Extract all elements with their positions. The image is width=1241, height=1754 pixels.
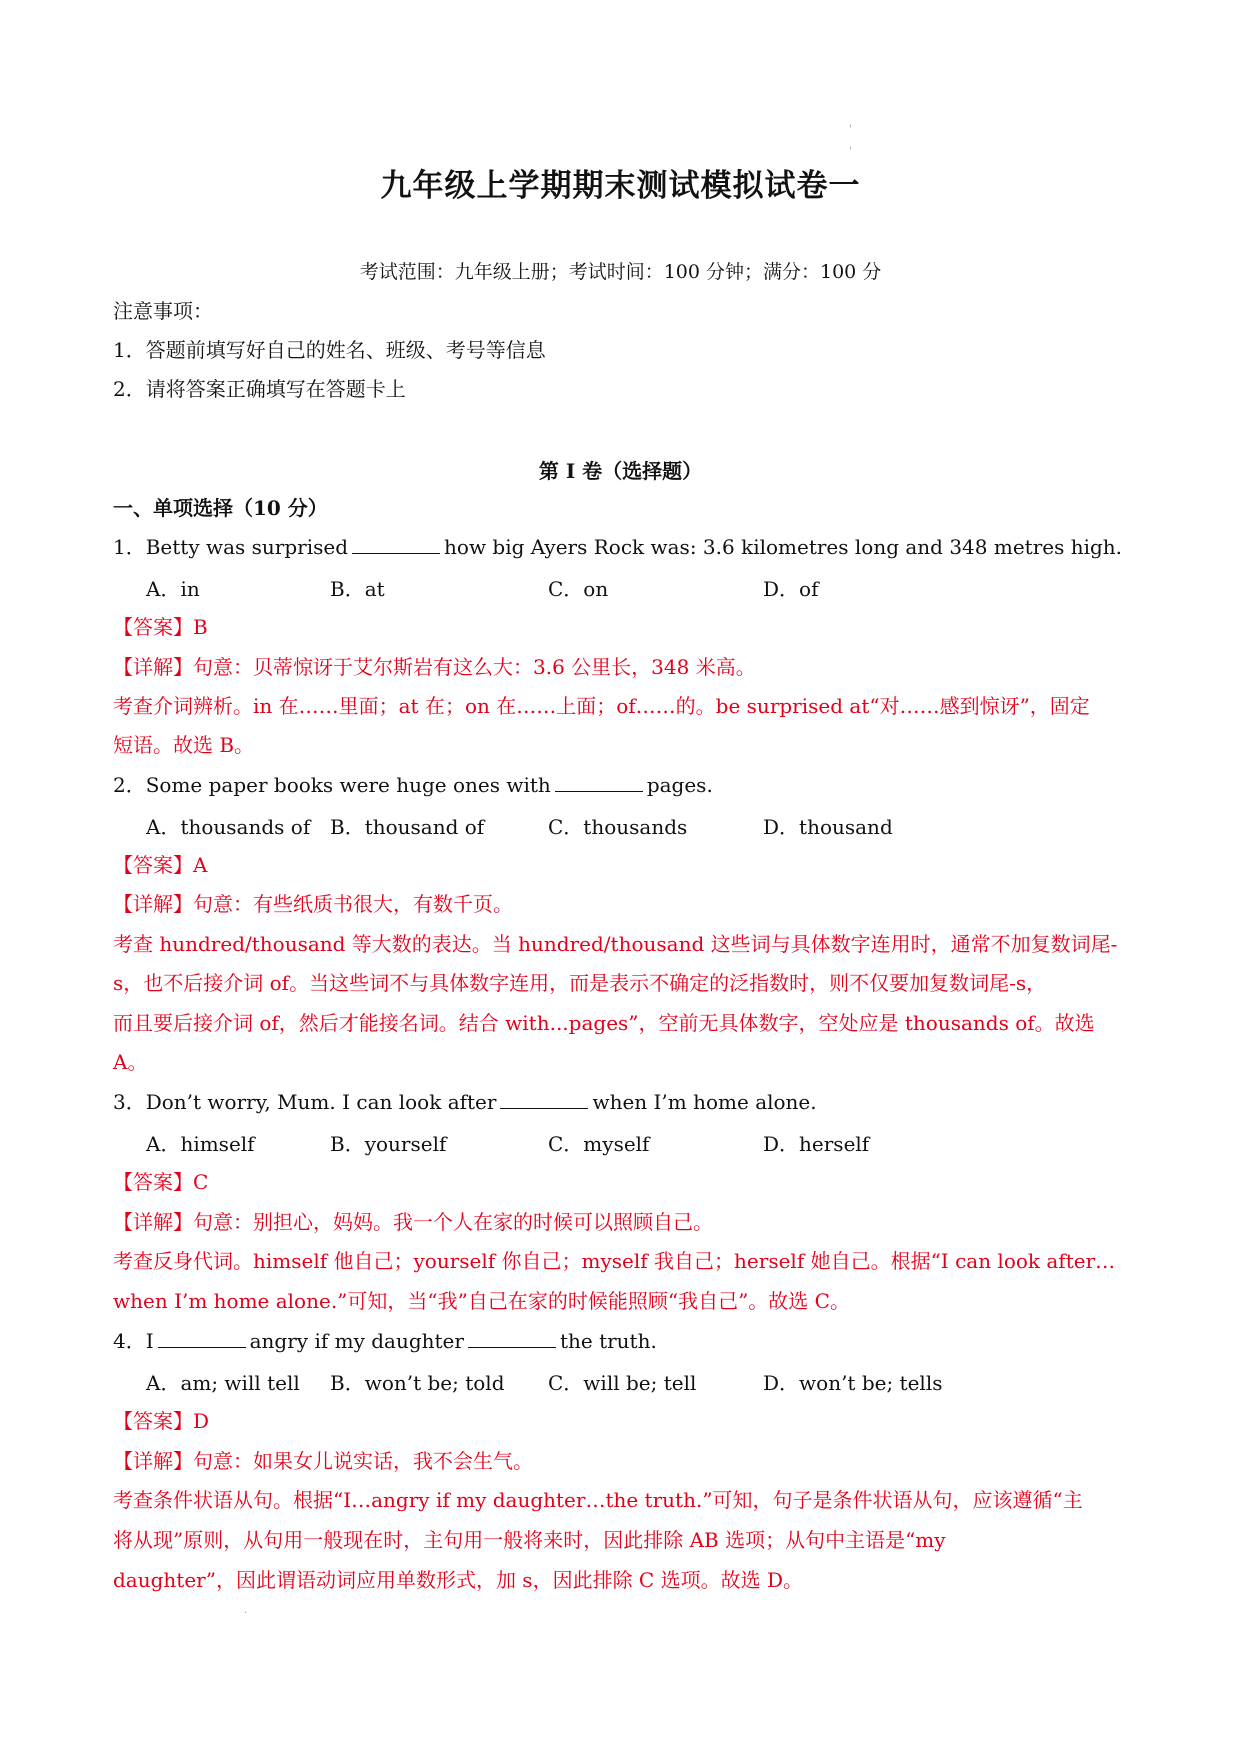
explain-line: A。 bbox=[113, 1050, 148, 1074]
option-a: A．himself bbox=[146, 1132, 255, 1156]
explain-line: 考查介词辨析。in 在……里面；at 在；on 在……上面；of……的。be surprised at“对……感到惊讶”，固定 bbox=[113, 694, 1090, 718]
question-stem bbox=[113, 1088, 817, 1116]
part-heading: 一、单项选择（10 分） bbox=[113, 496, 328, 520]
option-a: A．thousands of bbox=[146, 815, 311, 839]
answer-blank bbox=[555, 773, 643, 792]
answer-line: 【答案】B bbox=[113, 615, 208, 639]
question-stem bbox=[113, 771, 713, 799]
explain-line: s，也不后接介词 of。当这些词不与具体数字连用，而是表示不确定的泛指数时，则不仅要加复数词尾-s， bbox=[113, 971, 1047, 995]
stem-text: how big Ayers Rock was: 3.6 kilometres long and 348 metres high. bbox=[444, 535, 1123, 559]
exam-info: 考试范围：九年级上册；考试时间：100 分钟；满分：100 分 bbox=[359, 261, 882, 283]
stem-text: 2．Some paper books were huge ones with bbox=[113, 773, 551, 797]
option-d: D．of bbox=[763, 577, 819, 601]
answer-line: 【答案】D bbox=[113, 1409, 210, 1433]
note-item: 1．答题前填写好自己的姓名、班级、考号等信息 bbox=[113, 338, 546, 362]
answer-blank bbox=[468, 1329, 556, 1348]
explain-line: when I’m home alone.”可知，当“我”自己在家的时候能照顾“我自己”。故选 C。 bbox=[113, 1289, 850, 1313]
explain-line: 考查反身代词。himself 他自己；yourself 你自己；myself 我自己；herself 她自己。根据“I can look after… bbox=[113, 1249, 1116, 1273]
stem-text: 1．Betty was surprised bbox=[113, 535, 349, 559]
detail-line: 【详解】句意：有些纸质书很大，有数千页。 bbox=[113, 892, 513, 916]
answer-line: 【答案】C bbox=[113, 1170, 209, 1194]
stem-text: when I’m home alone. bbox=[592, 1090, 817, 1114]
option-b: B．won’t be; told bbox=[330, 1371, 505, 1395]
stem-text: 3．Don’t worry, Mum. I can look after bbox=[113, 1090, 497, 1114]
explain-line: 将从现”原则，从句用一般现在时，主句用一般将来时，因此排除 AB 选项；从句中主语是“my bbox=[113, 1528, 946, 1552]
question-stem bbox=[113, 1327, 657, 1355]
option-d: D．won’t be; tells bbox=[763, 1371, 943, 1395]
detail-line: 【详解】句意：如果女儿说实话，我不会生气。 bbox=[113, 1449, 533, 1473]
explain-line: 短语。故选 B。 bbox=[113, 733, 255, 757]
explain-line: 考查 hundred/thousand 等大数的表达。当 hundred/thousand 这些词与具体数字连用时，通常不加复数词尾- bbox=[113, 932, 1118, 956]
detail-line: 【详解】句意：贝蒂惊讶于艾尔斯岩有这么大：3.6 公里长，348 米高。 bbox=[113, 655, 756, 679]
answer-line: 【答案】A bbox=[113, 853, 208, 877]
option-b: B．thousand of bbox=[330, 815, 485, 839]
option-d: D．thousand bbox=[763, 815, 893, 839]
option-a: A．am; will tell bbox=[146, 1371, 300, 1395]
scan-mark: . bbox=[244, 1605, 248, 1616]
question-stem bbox=[113, 533, 1122, 561]
page-title: 九年级上学期期末测试模拟试卷一 bbox=[380, 168, 861, 204]
explain-line: 考查条件状语从句。根据“I…angry if my daughter…the truth.”可知，句子是条件状语从句，应该遵循“主 bbox=[113, 1488, 1083, 1512]
answer-blank bbox=[158, 1329, 246, 1348]
scan-mark: ' bbox=[849, 146, 852, 157]
option-a: A．in bbox=[146, 577, 200, 601]
stem-text: the truth. bbox=[559, 1329, 657, 1353]
option-c: C．will be; tell bbox=[548, 1371, 697, 1395]
option-c: C．myself bbox=[548, 1132, 650, 1156]
option-d: D．herself bbox=[763, 1132, 870, 1156]
explain-line: 而且要后接介词 of，然后才能接名词。结合 with...pages”，空前无具体数字，空处应是 thousands of。故选 bbox=[113, 1011, 1095, 1035]
stem-text: pages. bbox=[646, 773, 713, 797]
note-item: 2．请将答案正确填写在答题卡上 bbox=[113, 377, 406, 401]
option-b: B．at bbox=[330, 577, 385, 601]
notes-heading: 注意事项： bbox=[113, 299, 213, 323]
section-title: 第 I 卷（选择题） bbox=[538, 459, 703, 483]
stem-text: 4．I bbox=[113, 1329, 154, 1353]
explain-line: daughter”，因此谓语动词应用单数形式，加 s，因此排除 C 选项。故选 D。 bbox=[113, 1568, 803, 1592]
answer-blank bbox=[500, 1090, 588, 1109]
answer-blank bbox=[352, 535, 440, 554]
scan-mark: ' bbox=[849, 124, 852, 135]
detail-line: 【详解】句意：别担心，妈妈。我一个人在家的时候可以照顾自己。 bbox=[113, 1210, 713, 1234]
option-c: C．on bbox=[548, 577, 609, 601]
option-b: B．yourself bbox=[330, 1132, 447, 1156]
option-c: C．thousands bbox=[548, 815, 688, 839]
stem-text: angry if my daughter bbox=[249, 1329, 464, 1353]
